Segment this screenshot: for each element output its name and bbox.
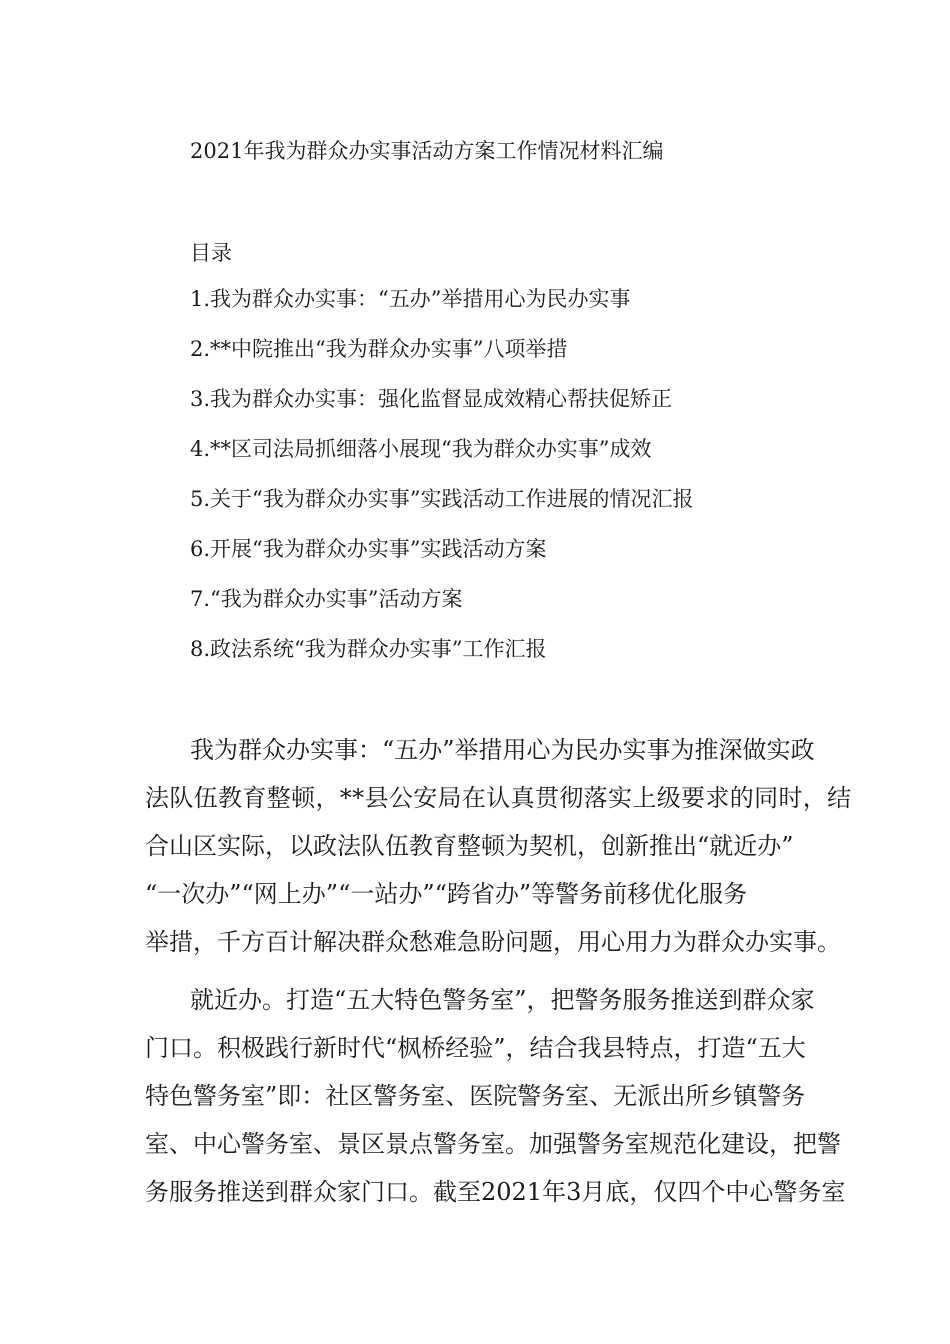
toc-heading: 目录 bbox=[190, 241, 232, 265]
paragraph-line: 我为群众办实事：“五办”举措用心为民办实事为推深做实政 bbox=[190, 736, 815, 764]
paragraph-line: 就近办。打造“五大特色警务室”，把警务服务推送到群众家 bbox=[190, 986, 815, 1014]
toc-item: 1.我为群众办实事：“五办”举措用心为民办实事 bbox=[190, 287, 631, 311]
paragraph-line: 举措，千方百计解决群众愁难急盼问题，用心用力为群众办实事。 bbox=[145, 928, 841, 956]
toc-item: 5.关于“我为群众办实事”实践活动工作进展的情况汇报 bbox=[190, 487, 694, 511]
toc-item: 3.我为群众办实事：强化监督显成效精心帮扶促矫正 bbox=[190, 387, 673, 411]
paragraph-line: 合山区实际，以政法队伍教育整顿为契机，创新推出“就近办” bbox=[145, 832, 794, 860]
toc-item: 8.政法系统“我为群众办实事”工作汇报 bbox=[190, 637, 547, 661]
paragraph-line: 特色警务室”即：社区警务室、医院警务室、无派出所乡镇警务 bbox=[145, 1082, 806, 1110]
paragraph-line: 室、中心警务室、景区景点警务室。加强警务室规范化建设，把警 bbox=[145, 1130, 841, 1158]
paragraph-line: 务服务推送到群众家门口。截至2021年3月底，仅四个中心警务室 bbox=[145, 1178, 846, 1206]
toc-item: 2.**中院推出“我为群众办实事”八项举措 bbox=[190, 337, 568, 361]
paragraph-line: “一次办”“网上办”“一站办”“跨省办”等警务前移优化服务 bbox=[145, 880, 748, 908]
toc-item: 4.**区司法局抓细落小展现“我为群众办实事”成效 bbox=[190, 437, 652, 461]
toc-item: 7.“我为群众办实事”活动方案 bbox=[190, 587, 463, 611]
toc-item: 6.开展“我为群众办实事”实践活动方案 bbox=[190, 537, 547, 561]
paragraph-line: 门口。积极践行新时代“枫桥经验”，结合我县特点，打造“五大 bbox=[145, 1034, 806, 1062]
document-title: 2021年我为群众办实事活动方案工作情况材料汇编 bbox=[190, 139, 664, 163]
paragraph-line: 法队伍教育整顿，**县公安局在认真贯彻落实上级要求的同时，结 bbox=[145, 784, 852, 812]
